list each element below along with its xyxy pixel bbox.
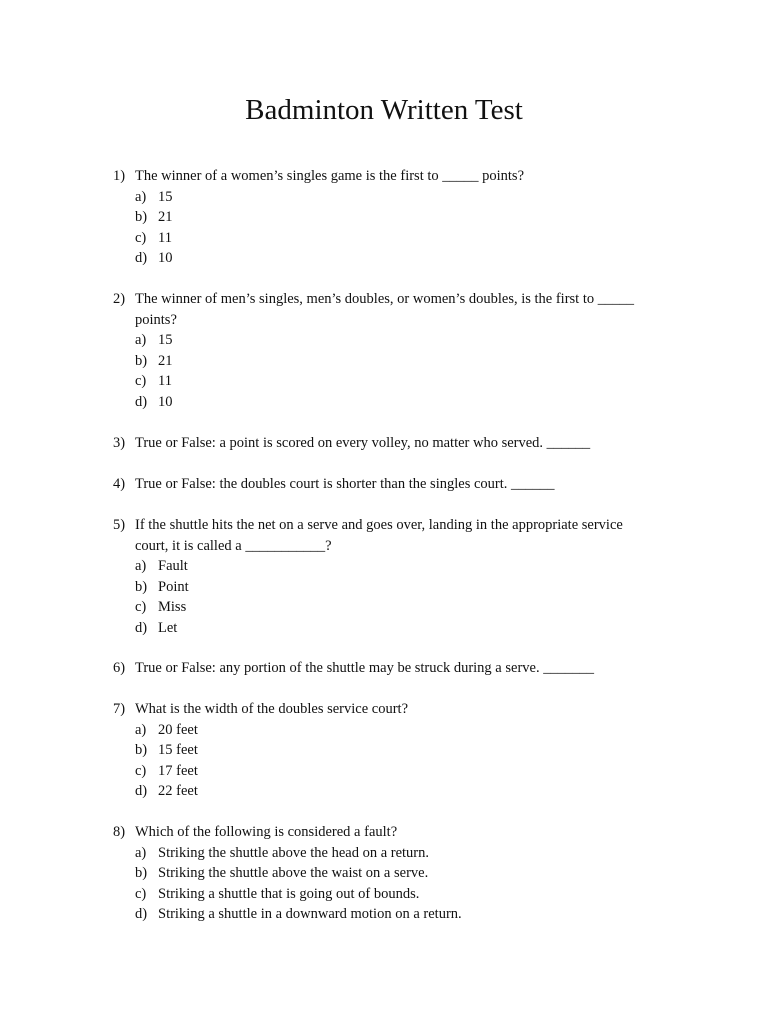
question-text: True or False: the doubles court is shorter than the singles court. ______ (135, 476, 555, 492)
option-text: Striking a shuttle that is going out of bounds. (158, 885, 420, 902)
question-text: If the shuttle hits the net on a serve and goes over, landing in the appropriate service (135, 517, 623, 533)
option-letter: a) (135, 721, 147, 738)
question-text: The winner of a women’s singles game is the first to _____ points? (135, 168, 525, 184)
option-text: 21 (158, 352, 173, 369)
question-text: The winner of men’s singles, men’s doubles, or women’s doubles, is the first to _____ (135, 291, 634, 307)
option-text: 20 feet (158, 721, 198, 738)
option-text: Striking the shuttle above the waist on a serve. (158, 865, 429, 882)
question-text: Which of the following is considered a fault? (135, 824, 398, 840)
question-number: 3) (113, 435, 126, 451)
option-letter: c) (135, 885, 147, 902)
option-text: 11 (158, 373, 172, 390)
option-letter: d) (135, 783, 148, 800)
question-text-continued: court, it is called a ___________? (135, 537, 332, 554)
option-text: Striking a shuttle in a downward motion on a return. (158, 906, 462, 923)
question-text: True or False: a point is scored on every volley, no matter who served. ______ (135, 435, 591, 451)
option-text: 21 (158, 209, 173, 226)
question-number: 8) (113, 824, 126, 840)
option-letter: a) (135, 188, 147, 205)
option-letter: d) (135, 906, 148, 923)
option-letter: c) (135, 229, 147, 246)
question-number: 6) (113, 660, 126, 676)
option-letter: a) (135, 558, 147, 575)
option-text: Let (158, 619, 178, 636)
question-number: 4) (113, 476, 126, 492)
option-text: 15 feet (158, 742, 198, 759)
option-letter: d) (135, 393, 148, 410)
option-letter: d) (135, 619, 148, 636)
question-text: What is the width of the doubles service court? (135, 701, 409, 717)
option-letter: d) (135, 250, 148, 267)
question-number: 7) (113, 701, 126, 717)
option-letter: a) (135, 844, 147, 861)
option-text: 22 feet (158, 783, 198, 800)
option-letter: c) (135, 599, 147, 616)
option-text: 10 (158, 250, 173, 267)
option-text: Striking the shuttle above the head on a return. (158, 844, 429, 861)
page-title: Badminton Written Test (245, 94, 523, 126)
option-text: 11 (158, 229, 172, 246)
option-text: 17 feet (158, 762, 198, 779)
option-letter: b) (135, 865, 148, 882)
option-letter: b) (135, 578, 148, 595)
question-text: True or False: any portion of the shuttle may be struck during a serve. _______ (135, 660, 594, 676)
option-text: 15 (158, 188, 173, 205)
option-letter: a) (135, 332, 147, 349)
option-text: 15 (158, 332, 173, 349)
option-text: Miss (158, 599, 187, 616)
question-number: 5) (113, 517, 126, 533)
option-letter: b) (135, 352, 148, 369)
question-number: 1) (113, 168, 126, 184)
option-text: Point (158, 578, 189, 595)
option-letter: b) (135, 209, 148, 226)
option-letter: c) (135, 373, 147, 390)
question-number: 2) (113, 291, 126, 307)
option-letter: c) (135, 762, 147, 779)
option-text: Fault (158, 558, 188, 575)
option-letter: b) (135, 742, 148, 759)
option-text: 10 (158, 393, 173, 410)
question-text-continued: points? (135, 311, 177, 328)
